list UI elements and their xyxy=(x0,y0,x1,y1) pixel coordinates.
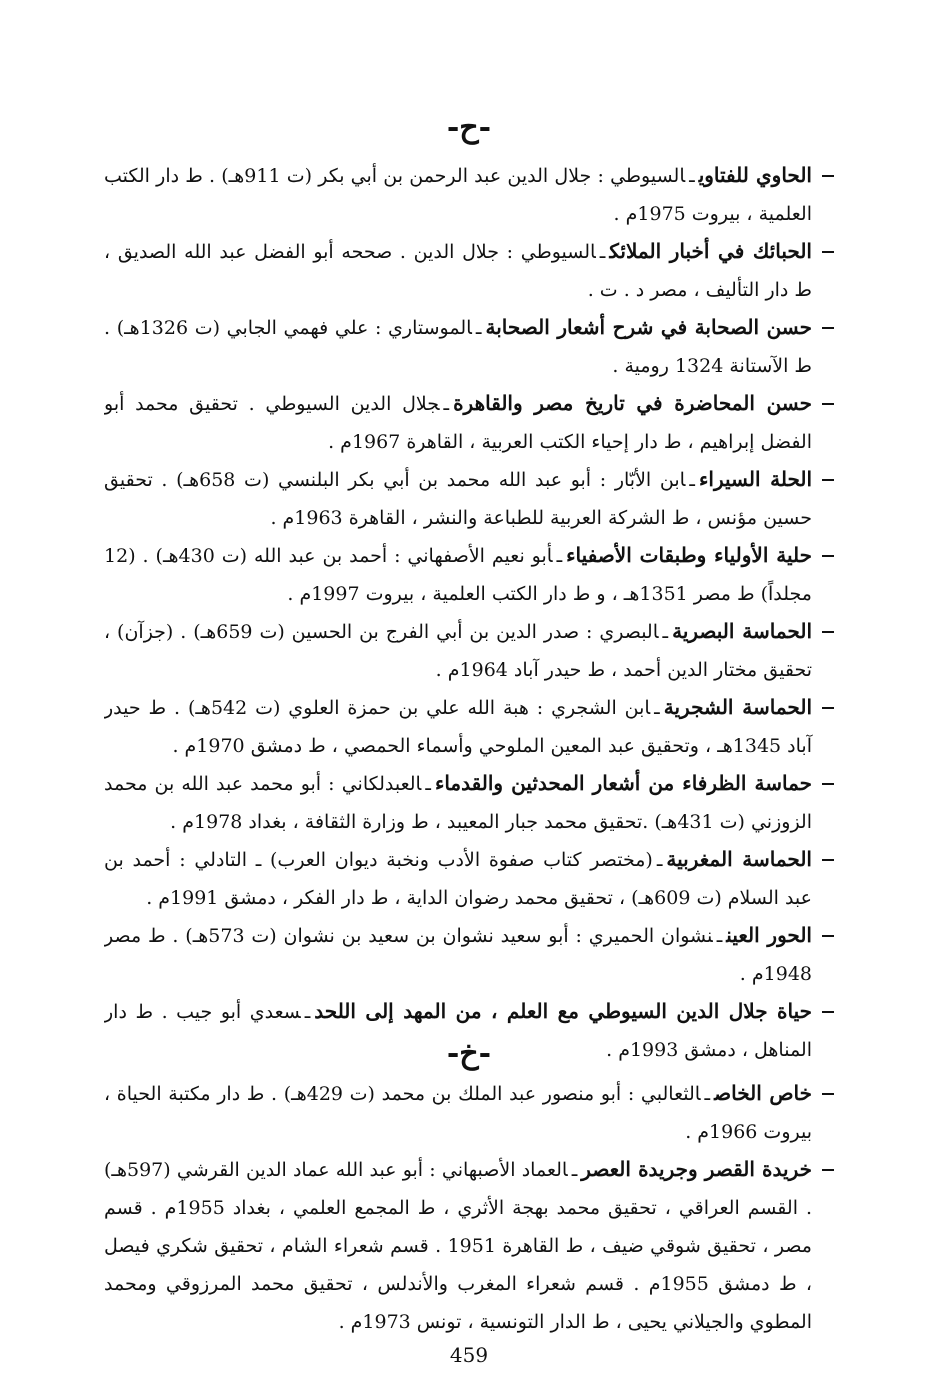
entry-details: السيوطي : جلال الدين عبد الرحمن بن أبي بكر (ت 911هـ) . ط دار الكتب العلمية ، بيروت 1975م . xyxy=(104,165,812,225)
entry-details: نشوان الحميري : أبو سعيد نشوان بن سعيد بن نشوان (ت 573هـ) . ط مصر 1948م . xyxy=(104,925,812,985)
entry-details: البصري : صدر الدين بن أبي الفرج بن الحسين (ت 659هـ) . (جزآن) ، تحقيق مختار الدين أحمد ، ط حيدر آباد 1964م . xyxy=(104,621,812,681)
entry-title: خريدة القصر وجريدة العصر xyxy=(581,1157,812,1181)
page-number: 459 xyxy=(449,1343,489,1367)
entry-details: العبدلكاني : أبو محمد عبد الله بن محمد الزوزني (ت 431هـ) .تحقيق محمد جبار المعيبد ، ط وزارة الثقافة ، بغداد 1978م . xyxy=(104,773,812,833)
entries-list-haa xyxy=(104,156,834,1068)
entry-title: حلية الأولياء وطبقات الأصفياء xyxy=(566,543,812,567)
bibliography-entry: الحور العينـنشوان الحميري : أبو سعيد نشوان بن سعيد بن نشوان (ت 573هـ) . ط مصر 1948م . xyxy=(104,916,834,992)
entry-details: الثعالبي : أبو منصور عبد الملك بن محمد (ت 429هـ) . ط دار مكتبة الحياة ، بيروت 1966م . xyxy=(104,1083,812,1143)
entry-title: خاص الخاص xyxy=(714,1081,812,1105)
bibliography-entry: حلية الأولياء وطبقات الأصفياءـأبو نعيم الأصفهاني : أحمد بن عبد الله (ت 430هـ) . (12 مجلداً) ط مصر 1351هـ ، و ط دار الكتب العلمية ، بيروت 1997م . xyxy=(104,536,834,612)
entry-details: العماد الأصبهاني : أبو عبد الله عماد الدين القرشي (597هـ) . القسم العراقي ، تحقيق محمد بهجة الأثري ، ط المجمع العلمي ، بغداد 1955م . قسم مصر ، تحقيق شوقي ضيف ، ط القاهرة 1951 . قسم شعراء الشام ، تحقيق شكري فيصل ، ط دمشق 1955م . قسم شعراء المغرب والأندلس ، تحقيق محمد المرزوقي ومحمد المطوي والجيلاني يحيى ، ط الدار التونسية ، تونس 1973م . xyxy=(104,1159,813,1333)
bibliography-entry: خاص الخاصـالثعالبي : أبو منصور عبد الملك بن محمد (ت 429هـ) . ط دار مكتبة الحياة ، بيروت 1966م . xyxy=(104,1074,834,1150)
bibliography-entry: الحبائك في أخبار الملائكـالسيوطي : جلال الدين . صححه أبو الفضل عبد الله الصديق ، ط دار التأليف ، مصر د . ت . xyxy=(104,232,834,308)
entry-details: (مختصر كتاب صفوة الأدب ونخبة ديوان العرب) ـ التادلي : أحمد بن عبد السلام (ت 609هـ) ، تحقيق محمد رضوان الداية ، ط دار الفكر ، دمشق 1991م . xyxy=(104,849,812,909)
entry-title: الحبائك في أخبار الملائك xyxy=(609,239,812,263)
bibliography-entry: حياة جلال الدين السيوطي مع العلم ، من المهد إلى اللحدـسعدي أبو جيب . ط دار المناهل ، دمشق 1993م . xyxy=(104,992,834,1068)
entry-details: جلال الدين السيوطي . تحقيق محمد أبو الفضل إبراهيم ، ط دار إحياء الكتب العربية ، القاهرة 1967م . xyxy=(104,393,812,453)
entry-details: أبو نعيم الأصفهاني : أحمد بن عبد الله (ت 430هـ) . (12 مجلداً) ط مصر 1351هـ ، و ط دار الكتب العلمية ، بيروت 1997م . xyxy=(104,545,812,605)
entry-details: سعدي أبو جيب . ط دار المناهل ، دمشق 1993م . xyxy=(104,1001,812,1061)
entry-details: الموستاري : علي فهمي الجابي (ت 1326هـ) . ط الآستانة 1324 رومية . xyxy=(104,317,812,377)
entry-title: الحماسة المغربية xyxy=(666,847,812,871)
bibliography-entry: حسن المحاضرة في تاريخ مصر والقاهرةـجلال الدين السيوطي . تحقيق محمد أبو الفضل إبراهيم ، ط دار إحياء الكتب العربية ، القاهرة 1967م . xyxy=(104,384,834,460)
section-header-haa: -ح- xyxy=(446,110,492,145)
entry-title: حماسة الظرفاء من أشعار المحدثين والقدماء xyxy=(434,771,812,795)
bibliography-entry: الحاوي للفتاويـالسيوطي : جلال الدين عبد الرحمن بن أبي بكر (ت 911هـ) . ط دار الكتب العلمية ، بيروت 1975م . xyxy=(104,156,834,232)
entry-title: الحلة السيراء xyxy=(698,467,813,491)
bibliography-entry: خريدة القصر وجريدة العصرـالعماد الأصبهاني : أبو عبد الله عماد الدين القرشي (597هـ) . القسم العراقي ، تحقيق محمد بهجة الأثري ، ط المجمع العلمي ، بغداد 1955م . قسم مصر ، تحقيق شوقي ضيف ، ط القاهرة 1951 . قسم شعراء الشام ، تحقيق شكري فيصل ، ط دمشق 1955م . قسم شعراء المغرب والأندلس ، تحقيق محمد المرزوقي ومحمد المطوي والجيلاني يحيى ، ط الدار التونسية ، تونس 1973م . xyxy=(104,1150,834,1340)
bibliography-entry: حسن الصحابة في شرح أشعار الصحابةـالموستاري : علي فهمي الجابي (ت 1326هـ) . ط الآستانة 1324 رومية . xyxy=(104,308,834,384)
entry-title: حسن المحاضرة في تاريخ مصر والقاهرة xyxy=(453,391,813,415)
entry-title: حياة جلال الدين السيوطي مع العلم ، من المهد إلى اللحد xyxy=(314,999,812,1023)
bibliography-entry: الحماسة المغربيةـ(مختصر كتاب صفوة الأدب ونخبة ديوان العرب) ـ التادلي : أحمد بن عبد السلام (ت 609هـ) ، تحقيق محمد رضوان الداية ، ط دار الفكر ، دمشق 1991م . xyxy=(104,840,834,916)
entry-title: الحماسة البصرية xyxy=(672,619,812,643)
entry-title: الحماسة الشجرية xyxy=(663,695,812,719)
entry-details: ابن الشجري : هبة الله علي بن حمزة العلوي (ت 542هـ) . ط حيدر آباد 1345هـ ، وتحقيق عبد المعين الملوحي وأسماء الحمصي ، ط دمشق 1970م . xyxy=(104,697,812,757)
bibliography-entry: الحماسة البصريةـالبصري : صدر الدين بن أبي الفرج بن الحسين (ت 659هـ) . (جزآن) ، تحقيق مختار الدين أحمد ، ط حيدر آباد 1964م . xyxy=(104,612,834,688)
bibliography-entry: الحلة السيراءـابن الأبّار : أبو عبد الله محمد بن أبي بكر البلنسي (ت 658هـ) . تحقيق حسين مؤنس ، ط الشركة العربية للطباعة والنشر ، القاهرة 1963م . xyxy=(104,460,834,536)
bibliography-entry: الحماسة الشجريةـابن الشجري : هبة الله علي بن حمزة العلوي (ت 542هـ) . ط حيدر آباد 1345هـ ، وتحقيق عبد المعين الملوحي وأسماء الحمصي ، ط دمشق 1970م . xyxy=(104,688,834,764)
entry-title: الحور العين xyxy=(726,923,812,947)
bibliography-entry: حماسة الظرفاء من أشعار المحدثين والقدماءـالعبدلكاني : أبو محمد عبد الله بن محمد الزوزني (ت 431هـ) .تحقيق محمد جبار المعيبد ، ط وزارة الثقافة ، بغداد 1978م . xyxy=(104,764,834,840)
entry-title: حسن الصحابة في شرح أشعار الصحابة xyxy=(485,315,813,339)
section-header-khaa: -خ- xyxy=(446,1036,492,1071)
entry-details: ابن الأبّار : أبو عبد الله محمد بن أبي بكر البلنسي (ت 658هـ) . تحقيق حسين مؤنس ، ط الشركة العربية للطباعة والنشر ، القاهرة 1963م . xyxy=(104,469,812,529)
entry-title: الحاوي للفتاوي xyxy=(698,163,812,187)
entry-details: السيوطي : جلال الدين . صححه أبو الفضل عبد الله الصديق ، ط دار التأليف ، مصر د . ت . xyxy=(104,241,812,301)
entries-list-khaa xyxy=(104,1074,834,1340)
